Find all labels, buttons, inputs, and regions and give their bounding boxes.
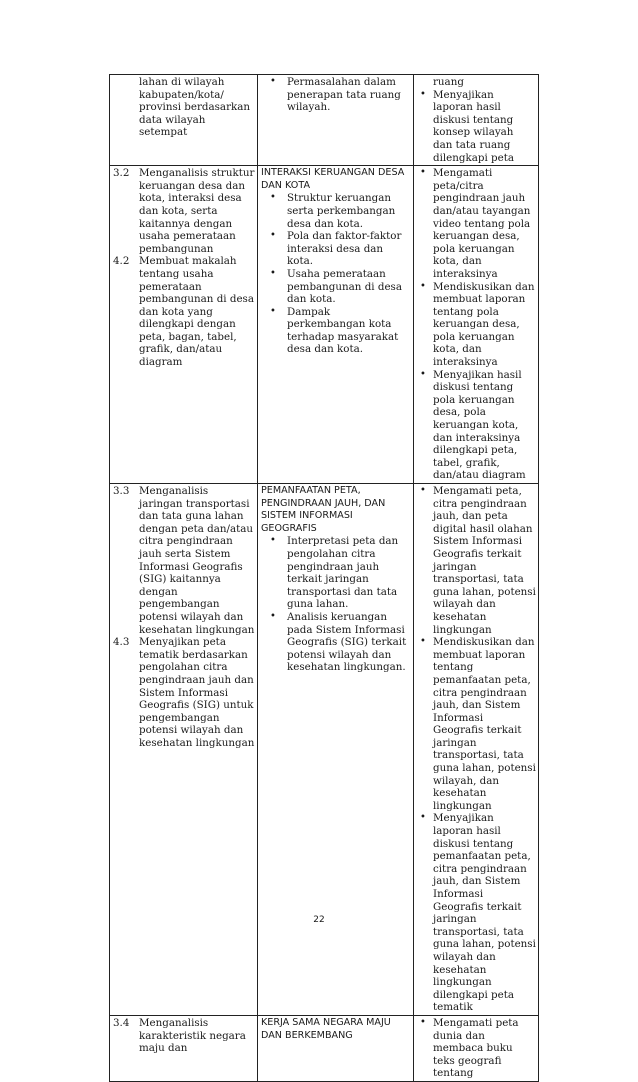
subtopic-list <box>261 76 411 114</box>
bullet-icon: • <box>420 368 426 380</box>
bullet-icon: • <box>420 636 426 648</box>
topic-heading: INTERAKSI KERUANGAN DESA DAN KOTA <box>261 167 405 191</box>
competency-item <box>113 636 255 749</box>
subtopic-item <box>261 76 411 114</box>
subtopic-text: Pola dan faktor-faktor interaksi desa dan kota. <box>287 230 402 268</box>
bullet-icon: • <box>420 167 426 179</box>
competency-item <box>113 485 255 636</box>
topic-heading: PEMANFAATAN PETA, PENGINDRAAN JAUH, DAN SISTEM INFORMASI GEOGRAFIS <box>261 485 386 534</box>
activity-item <box>417 636 536 812</box>
activity-cell <box>414 75 539 166</box>
competency-number: 3.4 <box>113 1016 130 1029</box>
subtopic-list <box>261 535 411 674</box>
table-row <box>110 166 539 484</box>
activity-list <box>417 167 536 482</box>
competency-cell <box>110 484 258 1016</box>
activity-list <box>417 1017 536 1080</box>
bullet-icon: • <box>420 88 426 100</box>
competency-cell <box>110 75 258 166</box>
activity-cell <box>414 1015 539 1081</box>
syllabus-table-body <box>110 75 539 1082</box>
bullet-icon: • <box>270 305 276 317</box>
activity-text: ruang <box>433 76 464 88</box>
subtopic-item <box>261 230 411 268</box>
bullet-icon: • <box>270 192 276 204</box>
material-cell <box>258 166 414 484</box>
activity-text: Mendiskusikan dan membuat laporan tentang pola keruangan desa, pola keruangan kota, dan interaksinya <box>433 280 535 369</box>
competency-item <box>113 255 255 368</box>
activity-text: Menyajikan laporan hasil diskusi tentang pemanfaatan peta, citra pengindraan jauh, dan Sistem Informasi Geografis terkait jaringan transportasi, tata guna lahan, potensi wilayah dan kesehatan lingkungan dilengkapi peta tematik <box>433 812 536 1014</box>
bullet-icon: • <box>420 485 426 496</box>
material-cell <box>258 484 414 1016</box>
syllabus-table <box>109 74 539 1082</box>
activity-item <box>417 369 536 482</box>
competency-cell <box>110 166 258 484</box>
subtopic-list <box>261 192 411 356</box>
competency-text: Menyajikan peta tematik berdasarkan pengolahan citra pengindraan jauh dan Sistem Informasi Geografis (SIG) untuk pengembangan potensi wilayah dan kesehatan lingkungan <box>139 636 255 749</box>
activity-cell <box>414 484 539 1016</box>
subtopic-item <box>261 268 411 306</box>
activity-item <box>417 281 536 369</box>
subtopic-text: Permasalahan dalam penerapan tata ruang wilayah. <box>287 76 401 114</box>
bullet-icon: • <box>270 76 276 87</box>
competency-text: Membuat makalah tentang usaha pemerataan pembangunan di desa dan kota yang dilengkapi dengan peta, bagan, tabel, grafik, dan/atau diagram <box>139 255 254 369</box>
subtopic-item <box>261 535 411 611</box>
subtopic-text: Analisis keruangan pada Sistem Informasi Geografis (SIG) terkait potensi wilayah dan kesehatan lingkungan. <box>287 610 407 674</box>
subtopic-item <box>261 611 411 674</box>
bullet-icon: • <box>270 535 276 547</box>
subtopic-text: Dampak perkembangan kota terhadap masyarakat desa dan kota. <box>287 305 399 356</box>
subtopic-text: Interpretasi peta dan pengolahan citra pengindraan jauh terkait jaringan transportasi dan tata guna lahan. <box>287 535 399 611</box>
bullet-icon: • <box>420 280 426 292</box>
subtopic-item <box>261 306 411 356</box>
page-number: 22 <box>313 915 325 925</box>
activity-text: Mengamati peta dunia dan membaca buku teks geografi tentang <box>433 1016 519 1080</box>
table-row <box>110 75 539 166</box>
competency-number: 3.3 <box>113 485 130 497</box>
table-row <box>110 1015 539 1081</box>
activity-item <box>417 812 536 1014</box>
subtopic-item <box>261 192 411 230</box>
bullet-icon: • <box>270 230 276 242</box>
competency-number: 4.2 <box>113 255 130 268</box>
bullet-icon: • <box>420 812 426 824</box>
activity-list <box>417 485 536 1014</box>
competency-text: Menganalisis struktur keruangan desa dan kota, interaksi desa dan kota, serta kaitannya dengan usaha pemerataan pembangunan <box>139 167 255 255</box>
competency-cell <box>110 1015 258 1081</box>
subtopic-text: Struktur keruangan serta perkembangan desa dan kota. <box>287 192 396 230</box>
activity-item <box>417 167 536 280</box>
activity-text: Menyajikan laporan hasil diskusi tentang konsep wilayah dan tata ruang dilengkapi peta <box>433 88 514 164</box>
material-cell <box>258 75 414 166</box>
activity-text: Mengamati peta, citra pengindraan jauh, dan peta digital hasil olahan Sistem Informasi Geografis terkait jaringan transportasi, tata guna lahan, potensi wilayah dan kesehatan lingkungan <box>433 485 536 636</box>
competency-number: 4.3 <box>113 636 130 649</box>
activity-item <box>417 485 536 636</box>
table-row <box>110 484 539 1016</box>
bullet-icon: • <box>270 267 276 279</box>
competency-item <box>113 167 255 255</box>
bullet-icon: • <box>270 610 276 622</box>
activity-list <box>417 76 536 164</box>
competency-text: Menganalisis karakteristik negara maju dan <box>139 1016 246 1055</box>
subtopic-text: Usaha pemerataan pembangunan di desa dan kota. <box>287 267 402 306</box>
competency-item <box>113 1017 255 1055</box>
activity-text: Menyajikan hasil diskusi tentang pola keruangan desa, pola keruangan kota, dan interaksinya dilengkapi peta, tabel, grafik, dan/atau diagram <box>433 368 526 482</box>
activity-item <box>417 76 536 89</box>
activity-text: Mendiskusikan dan membuat laporan tentang pemanfaatan peta, citra pengindraan jauh, dan Sistem Informasi Geografis terkait jaringan transportasi, tata guna lahan, potensi wilayah, dan kesehatan lingkungan <box>433 636 536 812</box>
competency-text: Menganalisis jaringan transportasi dan tata guna lahan dengan peta dan/atau citra pengindraan jauh serta Sistem Informasi Geografis (SIG) kaitannya dengan pengembangan potensi wilayah dan kesehatan lingkungan <box>139 485 255 636</box>
topic-heading: KERJA SAMA NEGARA MAJU DAN BERKEMBANG <box>261 1016 391 1041</box>
activity-item <box>417 1017 536 1080</box>
competency-text: lahan di wilayah kabupaten/kota/ provinsi berdasarkan data wilayah setempat <box>139 76 250 139</box>
bullet-icon: • <box>420 1016 426 1028</box>
activity-item <box>417 89 536 165</box>
material-cell <box>258 1015 414 1081</box>
competency-number: 3.2 <box>113 167 130 180</box>
activity-text: Mengamati peta/citra pengindraan jauh dan/atau tayangan video tentang pola keruangan desa, pola keruangan kota, dan interaksinya <box>433 167 531 280</box>
activity-cell <box>414 166 539 484</box>
